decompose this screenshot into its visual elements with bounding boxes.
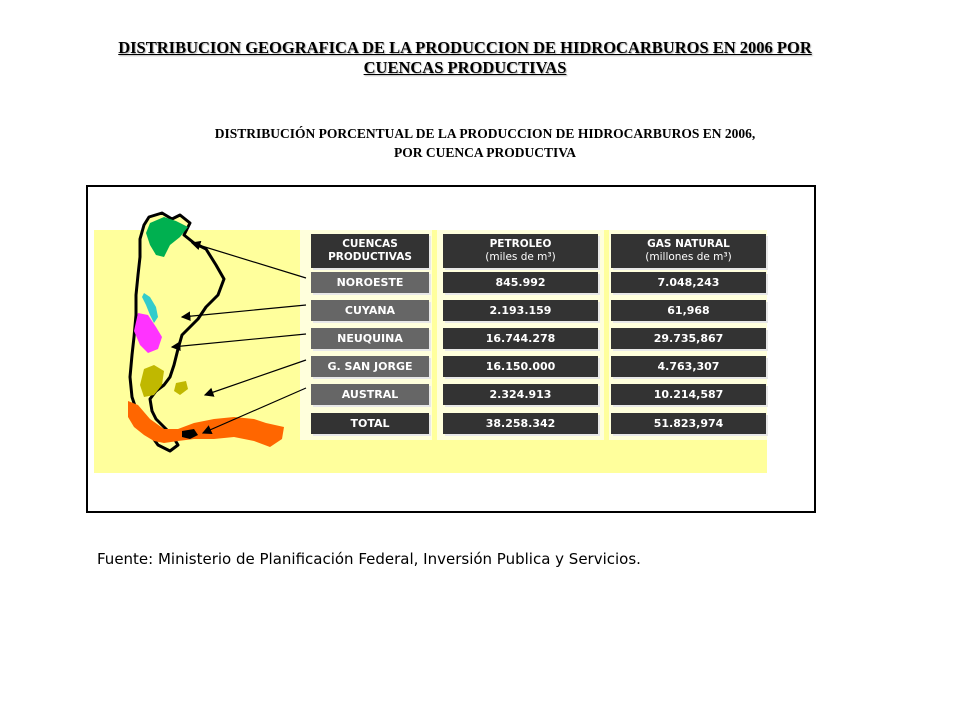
main-title — [0, 38, 930, 78]
header-petroleo — [443, 234, 598, 268]
row-austral-gas: 10.214,587 — [611, 384, 766, 405]
sub-title-line-1: DISTRIBUCIÓN PORCENTUAL DE LA PRODUCCION DE HIDROCARBUROS EN 2006, — [214, 126, 756, 141]
row-total-petroleo: 38.258.342 — [443, 413, 598, 434]
main-title-line-1: DISTRIBUCION GEOGRAFICA DE LA PRODUCCION DE HIDROCARBUROS EN 2006 POR — [118, 38, 812, 57]
argentina-map — [94, 205, 294, 470]
row-noroeste-gas: 7.048,243 — [611, 272, 766, 293]
row-austral-petroleo: 2.324.913 — [443, 384, 598, 405]
header-gas-label: GAS NATURAL — [647, 238, 730, 250]
header-petroleo-label: PETROLEO — [489, 238, 552, 250]
header-petroleo-unit: (miles de m³) — [485, 251, 556, 263]
row-neuquina-petroleo: 16.744.278 — [443, 328, 598, 349]
main-title-line-2: CUENCAS PRODUCTIVAS — [363, 58, 567, 77]
row-neuquina-gas: 29.735,867 — [611, 328, 766, 349]
row-noroeste-petroleo: 845.992 — [443, 272, 598, 293]
row-san-jorge-gas: 4.763,307 — [611, 356, 766, 377]
row-cuyana-petroleo: 2.193.159 — [443, 300, 598, 321]
row-austral-cuenca: AUSTRAL — [311, 384, 429, 405]
row-san-jorge-cuenca: G. SAN JORGE — [311, 356, 429, 377]
header-cuencas-line-2: PRODUCTIVAS — [328, 251, 412, 263]
row-cuyana-cuenca: CUYANA — [311, 300, 429, 321]
header-gas — [611, 234, 766, 268]
sub-title-line-2: POR CUENCA PRODUCTIVA — [393, 145, 576, 160]
header-cuencas-line-1: CUENCAS — [342, 238, 398, 250]
row-noroeste-cuenca: NOROESTE — [311, 272, 429, 293]
header-cuencas — [311, 234, 429, 268]
row-san-jorge-petroleo: 16.150.000 — [443, 356, 598, 377]
row-total-gas: 51.823,974 — [611, 413, 766, 434]
row-total-cuenca: TOTAL — [311, 413, 429, 434]
sub-title — [0, 124, 960, 162]
header-gas-unit: (millones de m³) — [645, 251, 732, 263]
row-cuyana-gas: 61,968 — [611, 300, 766, 321]
row-neuquina-cuenca: NEUQUINA — [311, 328, 429, 349]
source-note: Fuente: Ministerio de Planificación Federal, Inversión Publica y Servicios. — [97, 550, 641, 568]
san-jorge-basin-east — [174, 381, 188, 395]
